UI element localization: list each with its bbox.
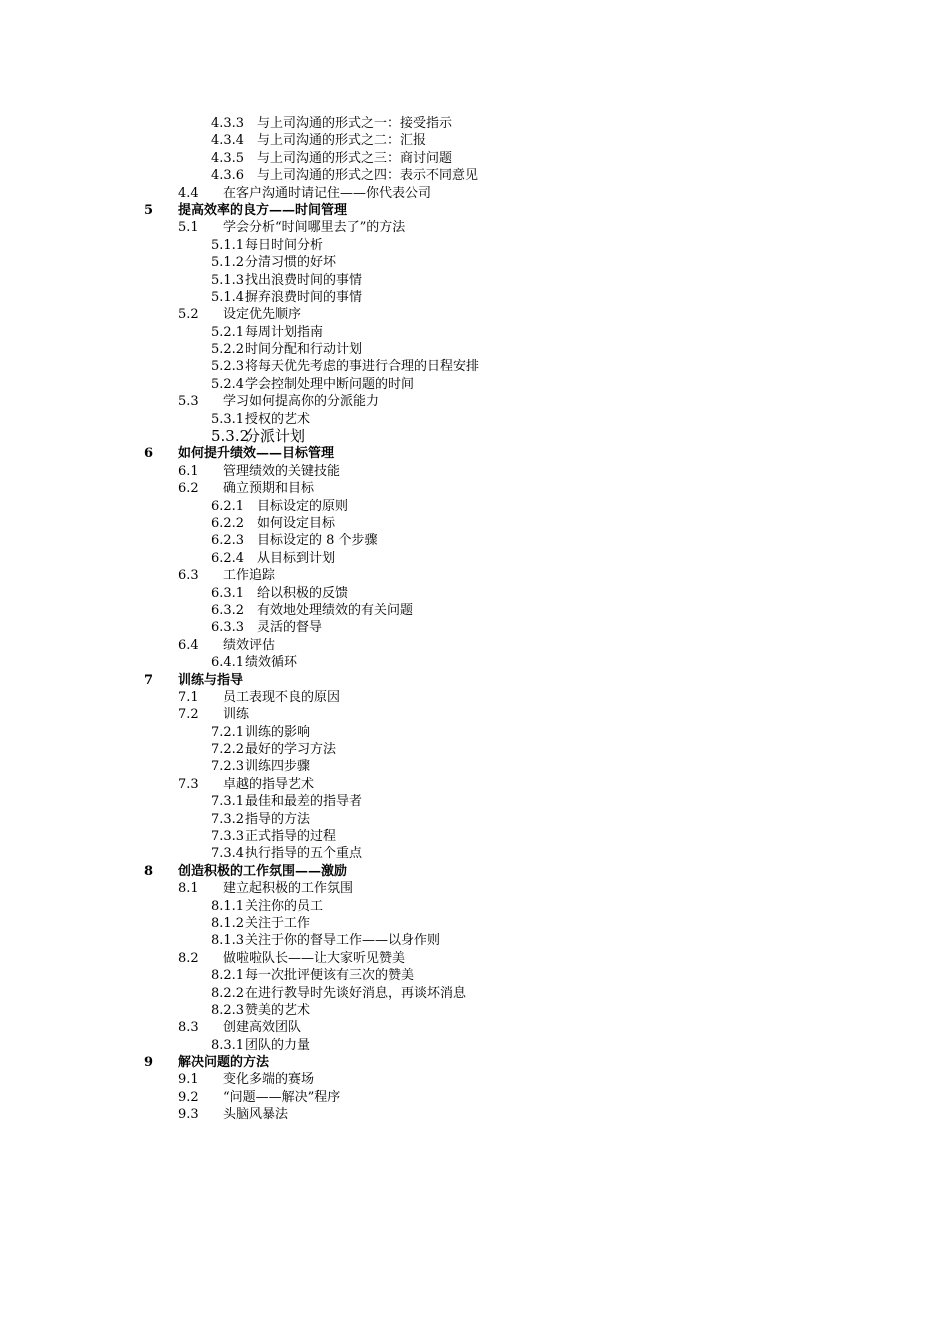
toc-number: 5.2	[178, 307, 199, 323]
toc-title: 学会分析“时间哪里去了”的方法	[223, 220, 406, 236]
toc-entry-6-2	[0, 480, 950, 497]
toc-title: 设定优先顺序	[223, 307, 302, 323]
toc-entry-7-2	[0, 706, 950, 723]
toc-title: 在进行教导时先谈好消息，再谈坏消息	[245, 985, 467, 1001]
toc-number: 5.2.2	[211, 342, 245, 358]
toc-entry-7-2-3	[0, 758, 950, 775]
toc-title: 学习如何提高你的分派能力	[223, 394, 380, 410]
toc-number: 6.4	[178, 637, 199, 653]
toc-title: 分派计划	[245, 427, 306, 446]
toc-entry-6-4	[0, 637, 950, 654]
toc-title: 每周计划指南	[245, 324, 324, 340]
toc-number: 8.2.3	[211, 1002, 245, 1018]
toc-number: 5.3.2	[211, 427, 250, 446]
toc-entry-5-1	[0, 219, 950, 236]
toc-title: 摒弃浪费时间的事情	[245, 289, 363, 305]
toc-chapter-5	[0, 202, 950, 219]
toc-entry-6-2-4	[0, 550, 950, 567]
toc-entry-5-3	[0, 393, 950, 410]
toc-number: 8.3	[178, 1020, 199, 1036]
toc-entry-7-3-2	[0, 811, 950, 828]
toc-entry-6-3-1	[0, 585, 950, 602]
toc-number: 6.2	[178, 481, 199, 497]
toc-entry-7-3-1	[0, 793, 950, 810]
toc-title: 有效地处理绩效的有关问题	[257, 602, 414, 618]
toc-entry-8-1-3	[0, 932, 950, 949]
toc-number: 7.2.1	[211, 724, 245, 740]
toc-entry-7-2-2	[0, 741, 950, 758]
toc-title: 与上司沟通的形式之四：表示不同意见	[257, 168, 479, 184]
toc-number: 8.3.1	[211, 1037, 245, 1053]
toc-entry-6-3	[0, 567, 950, 584]
toc-title: 工作追踪	[223, 568, 276, 584]
toc-entry-7-1	[0, 689, 950, 706]
toc-title: 关注于工作	[245, 915, 311, 931]
toc-number: 8.1.1	[211, 898, 245, 914]
toc-title: 灵活的督导	[257, 620, 323, 636]
toc-title: 执行指导的五个重点	[245, 846, 363, 862]
toc-entry-5-1-1	[0, 237, 950, 254]
toc-number: 7.3.3	[211, 829, 245, 845]
toc-title: 绩效评估	[223, 637, 276, 653]
toc-title: 关注于你的督导工作——以身作则	[245, 933, 441, 949]
toc-title: 每日时间分析	[245, 237, 324, 253]
toc-title: 在客户沟通时请记住——你代表公司	[223, 185, 432, 201]
toc-entry-9-3	[0, 1106, 950, 1123]
toc-entry-6-3-3	[0, 619, 950, 636]
toc-entry-7-2-1	[0, 724, 950, 741]
toc-number: 8.1	[178, 881, 199, 897]
toc-title: 找出浪费时间的事情	[245, 272, 363, 288]
toc-title: 学会控制处理中断问题的时间	[245, 376, 415, 392]
toc-number: 5.1	[178, 220, 199, 236]
toc-number: 4.3.5	[211, 150, 245, 166]
toc-number: 5.3.1	[211, 411, 245, 427]
toc-entry-5-3-1	[0, 411, 950, 428]
toc-title: 创建高效团队	[223, 1020, 302, 1036]
toc-title: 训练的影响	[245, 724, 311, 740]
toc-number: 7.2	[178, 707, 199, 723]
toc-entry-5-2-2	[0, 341, 950, 358]
toc-entry-6-3-2	[0, 602, 950, 619]
toc-number: 4.3.4	[211, 133, 245, 149]
toc-number: 8.2.2	[211, 985, 245, 1001]
toc-title: 目标设定的 8 个步骤	[257, 533, 378, 549]
toc-number: 7.3	[178, 776, 199, 792]
toc-entry-6-4-1	[0, 654, 950, 671]
toc-number: 7.3.4	[211, 846, 245, 862]
toc-entry-4-4	[0, 185, 950, 202]
toc-entry-8-1	[0, 880, 950, 897]
toc-entry-8-2-1	[0, 967, 950, 984]
toc-number: 6.4.1	[211, 655, 245, 671]
toc-number: 5.1.3	[211, 272, 245, 288]
toc-title: 如何提升绩效——目标管理	[178, 446, 335, 462]
toc-number: 5.3	[178, 394, 199, 410]
toc-number: 6.1	[178, 463, 199, 479]
toc-entry-6-2-1	[0, 498, 950, 515]
toc-title: 绩效循环	[245, 655, 298, 671]
toc-entry-5-1-4	[0, 289, 950, 306]
toc-title: 赞美的艺术	[245, 1002, 311, 1018]
toc-title: 关注你的员工	[245, 898, 324, 914]
toc-number: 6.3.3	[211, 620, 245, 636]
table-of-contents	[0, 115, 950, 1124]
toc-title: 创造积极的工作氛围——激励	[178, 863, 348, 879]
toc-number: 9.2	[178, 1089, 199, 1105]
toc-chapter-6	[0, 445, 950, 462]
toc-number: 4.4	[178, 185, 199, 201]
toc-number: 5.2.4	[211, 376, 245, 392]
toc-number: 5.1.1	[211, 237, 245, 253]
toc-number: 5.1.4	[211, 289, 245, 305]
toc-entry-4-3-5	[0, 150, 950, 167]
toc-title: 给以积极的反馈	[257, 585, 349, 601]
toc-title: 卓越的指导艺术	[223, 776, 315, 792]
toc-title: “问题——解决”程序	[223, 1089, 341, 1105]
toc-number: 7.3.2	[211, 811, 245, 827]
toc-title: 与上司沟通的形式之三：商讨问题	[257, 150, 453, 166]
toc-number: 7	[144, 672, 154, 688]
toc-number: 9	[144, 1055, 154, 1071]
toc-number: 6.2.4	[211, 550, 245, 566]
toc-entry-7-3	[0, 776, 950, 793]
toc-title: 建立起积极的工作氛围	[223, 881, 354, 897]
toc-title: 确立预期和目标	[223, 481, 315, 497]
toc-entry-5-1-3	[0, 272, 950, 289]
toc-title: 指导的方法	[245, 811, 311, 827]
toc-number: 6.3	[178, 568, 199, 584]
toc-number: 4.3.6	[211, 168, 245, 184]
toc-title: 员工表现不良的原因	[223, 689, 341, 705]
toc-title: 提高效率的良方——时间管理	[178, 202, 348, 218]
toc-entry-4-3-3	[0, 115, 950, 132]
toc-entry-9-1	[0, 1071, 950, 1088]
toc-title: 团队的力量	[245, 1037, 311, 1053]
toc-title: 头脑风暴法	[223, 1107, 289, 1123]
toc-number: 6.2.2	[211, 515, 245, 531]
toc-number: 9.1	[178, 1072, 199, 1088]
toc-entry-5-2-1	[0, 324, 950, 341]
toc-number: 7.2.2	[211, 742, 245, 758]
toc-title: 如何设定目标	[257, 515, 336, 531]
toc-entry-8-3	[0, 1019, 950, 1036]
toc-title: 分清习惯的好坏	[245, 255, 337, 271]
toc-chapter-8	[0, 863, 950, 880]
toc-title: 每一次批评便该有三次的赞美	[245, 968, 415, 984]
toc-number: 6.2.1	[211, 498, 245, 514]
toc-number: 8.1.2	[211, 915, 245, 931]
toc-title: 做啦啦队长——让大家听见赞美	[223, 950, 406, 966]
toc-number: 6.3.2	[211, 602, 245, 618]
toc-entry-6-2-3	[0, 532, 950, 549]
toc-number: 8.2.1	[211, 968, 245, 984]
toc-title: 最好的学习方法	[245, 742, 337, 758]
toc-title: 变化多端的赛场	[223, 1072, 315, 1088]
toc-title: 将每天优先考虑的事进行合理的日程安排	[245, 359, 480, 375]
toc-title: 训练与指导	[178, 672, 244, 688]
toc-entry-8-2-3	[0, 1002, 950, 1019]
toc-entry-8-2-2	[0, 985, 950, 1002]
toc-number: 6.3.1	[211, 585, 245, 601]
toc-title: 时间分配和行动计划	[245, 342, 363, 358]
toc-title: 目标设定的原则	[257, 498, 349, 514]
toc-number: 6	[144, 446, 154, 462]
toc-entry-8-1-1	[0, 898, 950, 915]
toc-entry-5-2-3	[0, 358, 950, 375]
toc-chapter-9	[0, 1054, 950, 1071]
toc-title: 管理绩效的关键技能	[223, 463, 341, 479]
toc-title: 解决问题的方法	[178, 1055, 270, 1071]
toc-entry-8-3-1	[0, 1037, 950, 1054]
toc-title: 授权的艺术	[245, 411, 311, 427]
toc-chapter-7	[0, 672, 950, 689]
toc-number: 9.3	[178, 1107, 199, 1123]
toc-number: 4.3.3	[211, 116, 245, 131]
toc-number: 5.2.3	[211, 359, 245, 375]
toc-entry-5-2	[0, 306, 950, 323]
toc-entry-5-1-2	[0, 254, 950, 271]
toc-entry-7-3-4	[0, 845, 950, 862]
toc-number: 5.1.2	[211, 255, 245, 271]
toc-title: 与上司沟通的形式之二：汇报	[257, 133, 427, 149]
toc-number: 8	[144, 863, 154, 879]
toc-number: 7.2.3	[211, 759, 245, 775]
toc-title: 训练	[223, 707, 250, 723]
toc-entry-4-3-4	[0, 132, 950, 149]
toc-number: 8.2	[178, 950, 199, 966]
toc-title: 最佳和最差的指导者	[245, 794, 363, 810]
toc-number: 8.1.3	[211, 933, 245, 949]
toc-number: 7.3.1	[211, 794, 245, 810]
toc-entry-6-2-2	[0, 515, 950, 532]
toc-number: 6.2.3	[211, 533, 245, 549]
toc-entry-7-3-3	[0, 828, 950, 845]
toc-title: 从目标到计划	[257, 550, 336, 566]
toc-entry-5-2-4	[0, 376, 950, 393]
toc-entry-9-2	[0, 1089, 950, 1106]
toc-entry-5-3-2	[0, 428, 950, 445]
toc-title: 正式指导的过程	[245, 829, 337, 845]
toc-number: 5.2.1	[211, 324, 245, 340]
toc-title: 训练四步骤	[245, 759, 311, 775]
toc-entry-6-1	[0, 463, 950, 480]
toc-entry-4-3-6	[0, 167, 950, 184]
toc-entry-8-2	[0, 950, 950, 967]
toc-number: 5	[144, 202, 154, 218]
toc-number: 7.1	[178, 689, 199, 705]
toc-title: 与上司沟通的形式之一：接受指示	[257, 116, 453, 131]
toc-entry-8-1-2	[0, 915, 950, 932]
